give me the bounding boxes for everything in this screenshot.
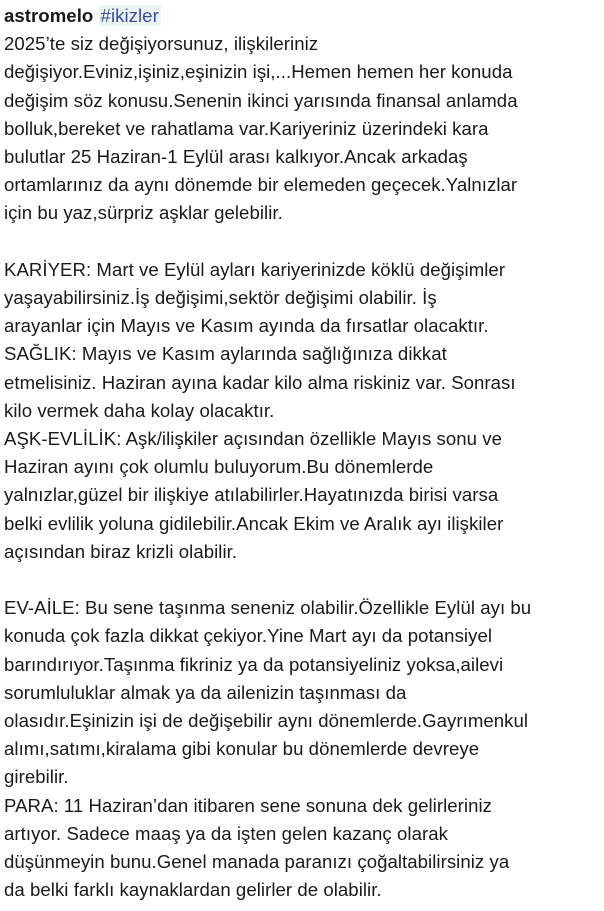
author-username[interactable]: astromelo <box>4 5 94 26</box>
paragraph-gap <box>4 228 600 256</box>
caption-header <box>4 2 600 30</box>
intro-paragraph: 2025’te siz değişiyorsunuz, ilişkileriniz değişiyor.Eviniz,işiniz,eşinizin işi,...Hemen hemen her konuda değişim söz konusu.Senenin ikinci yarısında finansal anlamda bolluk,bereket ve rahatlama var.Kariyeriniz üzerindeki kara bulutlar 25 Haziran-1 Eylül arası kalkıyor.Ancak arkadaş ortamlarınız da aynı dönemde bir elemeden geçecek.Yalnızlar için bu yaz,sürpriz aşklar gelebilir. <box>4 33 518 224</box>
ask-evlilik-paragraph: AŞK-EVLİLİK: Aşk/ilişkiler açısından özellikle Mayıs sonu ve Haziran ayını çok olumlu buluyorum.Bu dönemlerde yalnızlar,güzel bir ilişkiye atılabilirler.Hayatınızda birisi varsa belki evlilik yoluna gidilebilir.Ancak Ekim ve Aralık ayı ilişkiler açısından biraz krizli olabilir. <box>4 428 504 562</box>
kariyer-paragraph: KARİYER: Mart ve Eylül ayları kariyerinizde köklü değişimler yaşayabilirsiniz.İş değişimi,sektör değişimi olabilir. İş arayanlar için Mayıs ve Kasım ayında da fırsatlar olacaktır. <box>4 258 506 337</box>
hashtag-link[interactable]: #ikizler <box>100 5 159 26</box>
para-paragraph: PARA: 11 Haziran’dan itibaren sene sonuna dek gelirleriniz artıyor. Sadece maaş ya da işten gelen kazanç olarak düşünmeyin bunu.Genel manada paranızı çoğaltabilirsiniz ya da belki farklı kaynaklardan gelirler de olabilir. <box>4 794 510 901</box>
saglik-paragraph: SAĞLIK: Mayıs ve Kasım aylarında sağlığınıza dikkat etmelisiniz. Haziran ayına kadar kilo alma riskiniz var. Sonrası kilo vermek daha kolay olacaktır. <box>4 343 516 421</box>
paragraph-gap <box>4 566 600 594</box>
ev-aile-paragraph: EV-AİLE: Bu sene taşınma seneniz olabilir.Özellikle Eylül ayı bu konuda çok fazla dikkat çekiyor.Yine Mart ayı da potansiyel barındırıyor.Taşınma fikriniz ya da potansiyeliniz yoksa,ailevi sorumluluklar almak ya da ailenizin taşınması da olasıdır.Eşinizin işi de değişebilir aynı dönemlerde.Gayrımenkul alımı,satımı,kiralama gibi konular bu dönemlerde devreye girebilir. <box>4 597 532 788</box>
post-caption <box>4 2 600 904</box>
